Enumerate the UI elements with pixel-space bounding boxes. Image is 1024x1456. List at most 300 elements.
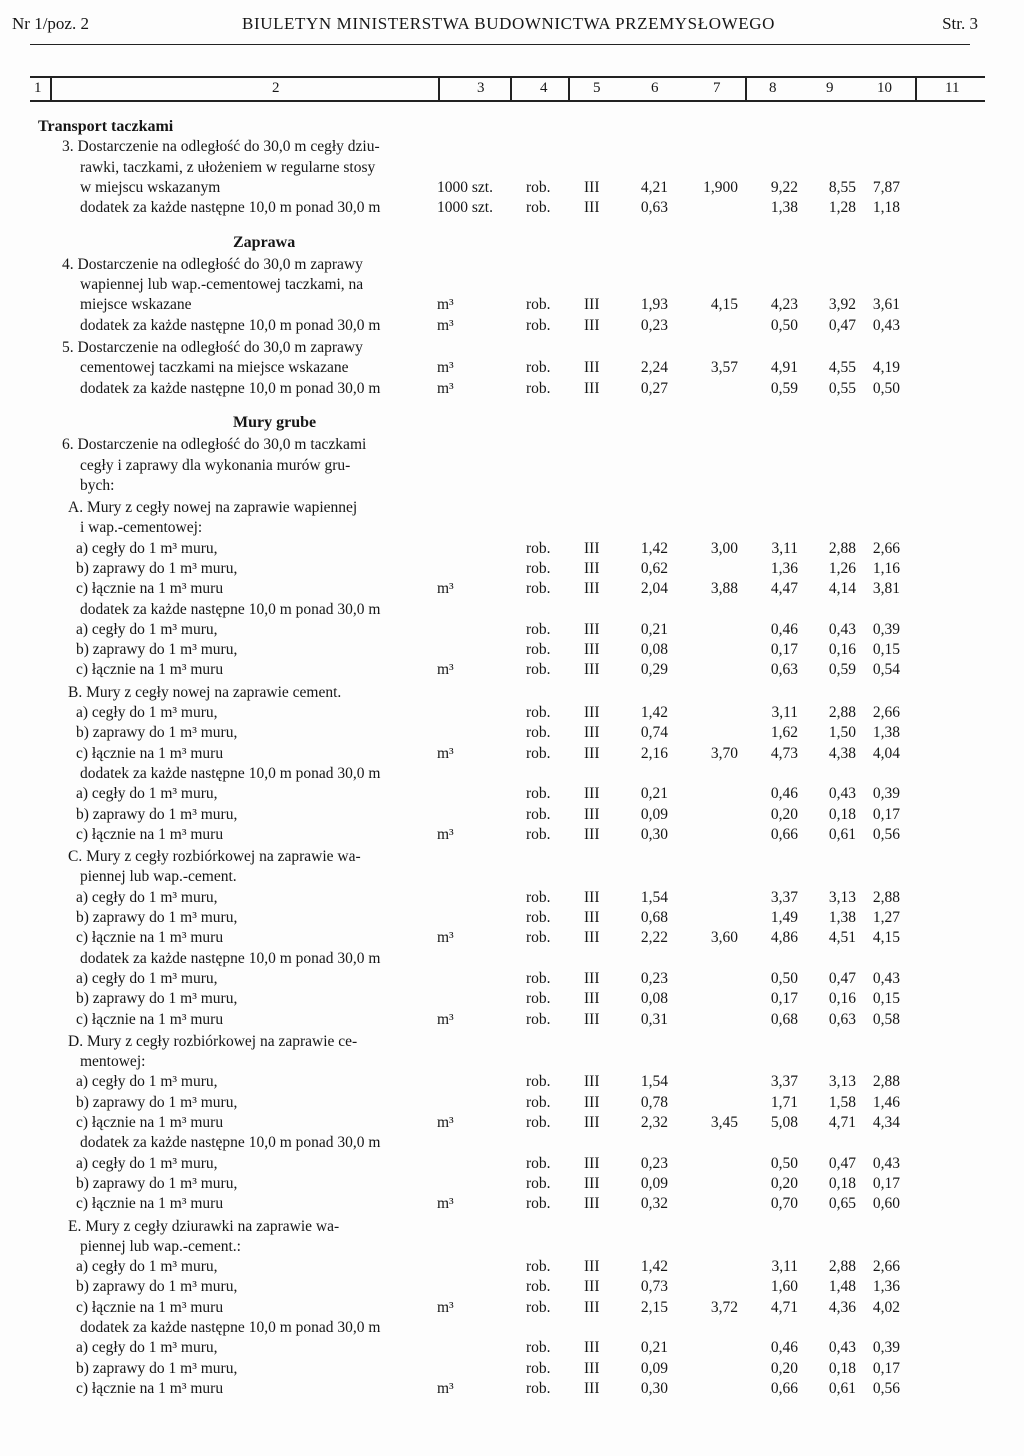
value-cell: 0,66	[770, 1380, 798, 1397]
table-row	[0, 499, 1024, 519]
row-description: c) łącznie na 1 m³ muru	[76, 1380, 224, 1397]
row-description: Zaprawa	[233, 234, 296, 251]
value-cell: 2,88	[872, 1073, 900, 1090]
category-cell: III	[584, 806, 600, 823]
value-cell: 4,91	[770, 359, 798, 376]
table-row	[0, 1195, 1024, 1215]
table-row	[0, 276, 1024, 296]
table-row	[0, 179, 1024, 199]
table-row	[0, 1114, 1024, 1134]
column-separator	[50, 78, 52, 100]
category-cell: III	[584, 1175, 600, 1192]
column-number: 2	[272, 80, 280, 96]
unit-cell: m³	[437, 296, 454, 313]
table-row	[0, 621, 1024, 641]
value-cell: 3,72	[710, 1299, 738, 1316]
value-cell: 0,46	[770, 1339, 798, 1356]
row-description: dodatek za każde następne 10,0 m ponad 30,0 m	[80, 317, 381, 334]
value-cell: 1,26	[828, 560, 856, 577]
row-description: Mury grube	[233, 414, 317, 431]
category-cell: III	[584, 621, 600, 638]
value-cell: 4,36	[828, 1299, 856, 1316]
value-cell: 4,19	[872, 359, 900, 376]
value-cell: 0,47	[828, 1155, 856, 1172]
value-cell: 0,60	[872, 1195, 900, 1212]
row-description: b) zaprawy do 1 m³ muru,	[76, 560, 238, 577]
value-cell: 2,66	[872, 704, 900, 721]
value-cell: 0,30	[640, 826, 668, 843]
category-cell: III	[584, 1155, 600, 1172]
workforce-cell: rob.	[526, 704, 551, 721]
value-cell: 2,66	[872, 1258, 900, 1275]
table-row	[0, 704, 1024, 724]
table-row	[0, 540, 1024, 560]
workforce-cell: rob.	[526, 970, 551, 987]
table-row	[0, 641, 1024, 661]
table-row	[0, 765, 1024, 785]
unit-cell: m³	[437, 745, 454, 762]
value-cell: 4,15	[710, 296, 738, 313]
category-cell: III	[584, 540, 600, 557]
value-cell: 2,88	[828, 1258, 856, 1275]
value-cell: 5,08	[770, 1114, 798, 1131]
category-cell: III	[584, 889, 600, 906]
table-row	[0, 339, 1024, 359]
row-description: dodatek za każde następne 10,0 m ponad 30,0 m	[80, 1319, 381, 1336]
value-cell: 0,39	[872, 785, 900, 802]
value-cell: 0,58	[872, 1011, 900, 1028]
row-description: wapiennej lub wap.-cementowej taczkami, na	[80, 276, 364, 293]
row-description: A. Mury z cegły nowej na zaprawie wapiennej	[68, 499, 358, 516]
category-cell: III	[584, 661, 600, 678]
table-row	[0, 909, 1024, 929]
value-cell: 3,61	[872, 296, 900, 313]
value-cell: 2,15	[640, 1299, 668, 1316]
table-row	[0, 745, 1024, 765]
table-row	[0, 1094, 1024, 1114]
value-cell: 1,27	[872, 909, 900, 926]
value-cell: 1,38	[828, 909, 856, 926]
workforce-cell: rob.	[526, 785, 551, 802]
value-cell: 0,21	[640, 785, 668, 802]
value-cell: 0,50	[770, 1155, 798, 1172]
value-cell: 1,54	[640, 1073, 668, 1090]
value-cell: 3,92	[828, 296, 856, 313]
row-description: 4. Dostarczenie na odległość do 30,0 m zaprawy	[62, 256, 363, 273]
row-description: a) cegły do 1 m³ muru,	[76, 1155, 218, 1172]
value-cell: 0,59	[770, 380, 798, 397]
value-cell: 0,39	[872, 1339, 900, 1356]
value-cell: 3,13	[828, 889, 856, 906]
value-cell: 0,32	[640, 1195, 668, 1212]
category-cell: III	[584, 1073, 600, 1090]
value-cell: 0,15	[872, 641, 900, 658]
unit-cell: m³	[437, 359, 454, 376]
row-description: a) cegły do 1 m³ muru,	[76, 540, 218, 557]
category-cell: III	[584, 1094, 600, 1111]
unit-cell: m³	[437, 1195, 454, 1212]
value-cell: 1,54	[640, 889, 668, 906]
value-cell: 0,74	[640, 724, 668, 741]
workforce-cell: rob.	[526, 641, 551, 658]
value-cell: 0,30	[640, 1380, 668, 1397]
value-cell: 1,71	[770, 1094, 798, 1111]
table-row	[0, 601, 1024, 621]
row-description: 3. Dostarczenie na odległość do 30,0 m cegły dziu-	[62, 138, 380, 155]
row-description: dodatek za każde następne 10,0 m ponad 30,0 m	[80, 380, 381, 397]
category-cell: III	[584, 317, 600, 334]
row-description: 6. Dostarczenie na odległość do 30,0 m taczkami	[62, 436, 367, 453]
value-cell: 0,47	[828, 317, 856, 334]
category-cell: III	[584, 1380, 600, 1397]
value-cell: 0,50	[770, 317, 798, 334]
workforce-cell: rob.	[526, 540, 551, 557]
value-cell: 2,22	[640, 929, 668, 946]
category-cell: III	[584, 580, 600, 597]
value-cell: 3,88	[710, 580, 738, 597]
value-cell: 0,63	[640, 199, 668, 216]
value-cell: 0,43	[828, 621, 856, 638]
column-number: 5	[593, 80, 601, 96]
workforce-cell: rob.	[526, 1155, 551, 1172]
value-cell: 1,42	[640, 704, 668, 721]
table-row	[0, 724, 1024, 744]
row-description: c) łącznie na 1 m³ muru	[76, 1114, 224, 1131]
issue-number: Nr 1/poz. 2	[12, 14, 89, 33]
value-cell: 0,18	[828, 806, 856, 823]
value-cell: 1,58	[828, 1094, 856, 1111]
category-cell: III	[584, 724, 600, 741]
value-cell: 1,38	[872, 724, 900, 741]
table-row	[0, 457, 1024, 477]
row-description: E. Mury z cegły dziurawki na zaprawie wa-	[68, 1218, 340, 1235]
table-row	[0, 199, 1024, 219]
table-row	[0, 234, 1024, 254]
table-row	[0, 118, 1024, 138]
workforce-cell: rob.	[526, 179, 551, 196]
row-description: c) łącznie na 1 m³ muru	[76, 1195, 224, 1212]
value-cell: 0,56	[872, 826, 900, 843]
workforce-cell: rob.	[526, 929, 551, 946]
value-cell: 1,42	[640, 1258, 668, 1275]
value-cell: 1,48	[828, 1278, 856, 1295]
value-cell: 0,08	[640, 641, 668, 658]
row-description: Transport taczkami	[38, 118, 174, 135]
table-row	[0, 560, 1024, 580]
row-description: b) zaprawy do 1 m³ muru,	[76, 1278, 238, 1295]
workforce-cell: rob.	[526, 1073, 551, 1090]
category-cell: III	[584, 560, 600, 577]
table-row	[0, 1380, 1024, 1400]
category-cell: III	[584, 745, 600, 762]
row-description: c) łącznie na 1 m³ muru	[76, 929, 224, 946]
row-description: w miejscu wskazanym	[80, 179, 221, 196]
category-cell: III	[584, 1339, 600, 1356]
value-cell: 0,23	[640, 1155, 668, 1172]
workforce-cell: rob.	[526, 745, 551, 762]
workforce-cell: rob.	[526, 806, 551, 823]
unit-cell: m³	[437, 826, 454, 843]
row-description: b) zaprawy do 1 m³ muru,	[76, 1175, 238, 1192]
table-row	[0, 1319, 1024, 1339]
unit-cell: m³	[437, 380, 454, 397]
value-cell: 0,39	[872, 621, 900, 638]
table-row	[0, 889, 1024, 909]
category-cell: III	[584, 1299, 600, 1316]
value-cell: 0,17	[770, 990, 798, 1007]
value-cell: 1,28	[828, 199, 856, 216]
value-cell: 2,66	[872, 540, 900, 557]
table-row	[0, 950, 1024, 970]
table-row	[0, 785, 1024, 805]
value-cell: 3,45	[710, 1114, 738, 1131]
value-cell: 0,18	[828, 1360, 856, 1377]
value-cell: 4,04	[872, 745, 900, 762]
category-cell: III	[584, 380, 600, 397]
table-row	[0, 990, 1024, 1010]
table-row	[0, 848, 1024, 868]
workforce-cell: rob.	[526, 380, 551, 397]
value-cell: 2,24	[640, 359, 668, 376]
row-description: cegły i zaprawy dla wykonania murów gru-	[80, 457, 351, 474]
row-description: a) cegły do 1 m³ muru,	[76, 621, 218, 638]
row-description: cementowej taczkami na miejsce wskazane	[80, 359, 349, 376]
category-cell: III	[584, 826, 600, 843]
unit-cell: m³	[437, 661, 454, 678]
row-description: dodatek za każde następne 10,0 m ponad 30,0 m	[80, 601, 381, 618]
value-cell: 0,09	[640, 806, 668, 823]
table-row	[0, 256, 1024, 276]
value-cell: 0,70	[770, 1195, 798, 1212]
row-description: C. Mury z cegły rozbiórkowej na zaprawie wa-	[68, 848, 361, 865]
value-cell: 3,11	[771, 704, 798, 721]
value-cell: 4,55	[828, 359, 856, 376]
unit-cell: m³	[437, 1380, 454, 1397]
workforce-cell: rob.	[526, 621, 551, 638]
row-description: b) zaprawy do 1 m³ muru,	[76, 1094, 238, 1111]
table-row	[0, 414, 1024, 434]
row-description: a) cegły do 1 m³ muru,	[76, 970, 218, 987]
value-cell: 0,61	[828, 1380, 856, 1397]
table-row	[0, 826, 1024, 846]
value-cell: 4,73	[770, 745, 798, 762]
value-cell: 0,23	[640, 970, 668, 987]
value-cell: 0,78	[640, 1094, 668, 1111]
row-description: dodatek za każde następne 10,0 m ponad 30,0 m	[80, 199, 381, 216]
table-row	[0, 1218, 1024, 1238]
workforce-cell: rob.	[526, 1278, 551, 1295]
value-cell: 0,17	[872, 1360, 900, 1377]
value-cell: 4,23	[770, 296, 798, 313]
workforce-cell: rob.	[526, 1258, 551, 1275]
row-description: b) zaprawy do 1 m³ muru,	[76, 909, 238, 926]
value-cell: 0,47	[828, 970, 856, 987]
value-cell: 1,50	[828, 724, 856, 741]
table-row	[0, 359, 1024, 379]
row-description: dodatek za każde następne 10,0 m ponad 30,0 m	[80, 765, 381, 782]
category-cell: III	[584, 1195, 600, 1212]
category-cell: III	[584, 929, 600, 946]
row-description: dodatek za każde następne 10,0 m ponad 30,0 m	[80, 950, 381, 967]
value-cell: 3,13	[828, 1073, 856, 1090]
row-description: b) zaprawy do 1 m³ muru,	[76, 641, 238, 658]
category-cell: III	[584, 1258, 600, 1275]
value-cell: 9,22	[770, 179, 798, 196]
category-cell: III	[584, 179, 600, 196]
row-description: c) łącznie na 1 m³ muru	[76, 1011, 224, 1028]
row-description: c) łącznie na 1 m³ muru	[76, 1299, 224, 1316]
value-cell: 1,38	[770, 199, 798, 216]
workforce-cell: rob.	[526, 1380, 551, 1397]
value-cell: 0,54	[872, 661, 900, 678]
value-cell: 0,73	[640, 1278, 668, 1295]
row-description: 5. Dostarczenie na odległość do 30,0 m zaprawy	[62, 339, 363, 356]
value-cell: 0,43	[872, 317, 900, 334]
publication-title: BIULETYN MINISTERSTWA BUDOWNICTWA PRZEMYSŁOWEGO	[242, 14, 775, 33]
value-cell: 0,43	[872, 1155, 900, 1172]
value-cell: 0,68	[640, 909, 668, 926]
value-cell: 0,63	[828, 1011, 856, 1028]
row-description: B. Mury z cegły nowej na zaprawie cement.	[68, 684, 342, 701]
table-row	[0, 661, 1024, 681]
table-row	[0, 1155, 1024, 1175]
category-cell: III	[584, 909, 600, 926]
table-row	[0, 684, 1024, 704]
workforce-cell: rob.	[526, 990, 551, 1007]
column-separator	[510, 78, 512, 100]
value-cell: 4,86	[770, 929, 798, 946]
value-cell: 3,11	[771, 1258, 798, 1275]
value-cell: 0,43	[828, 1339, 856, 1356]
value-cell: 0,20	[770, 806, 798, 823]
unit-cell: m³	[437, 580, 454, 597]
row-description: bych:	[80, 477, 115, 494]
value-cell: 2,32	[640, 1114, 668, 1131]
value-cell: 1,42	[640, 540, 668, 557]
value-cell: 7,87	[872, 179, 900, 196]
value-cell: 0,15	[872, 990, 900, 1007]
column-number: 11	[945, 80, 960, 96]
workforce-cell: rob.	[526, 826, 551, 843]
category-cell: III	[584, 199, 600, 216]
value-cell: 2,88	[828, 540, 856, 557]
row-description: piennej lub wap.-cement.	[80, 868, 237, 885]
value-cell: 4,71	[770, 1299, 798, 1316]
workforce-cell: rob.	[526, 909, 551, 926]
category-cell: III	[584, 1011, 600, 1028]
value-cell: 0,43	[872, 970, 900, 987]
workforce-cell: rob.	[526, 889, 551, 906]
category-cell: III	[584, 1114, 600, 1131]
value-cell: 0,62	[640, 560, 668, 577]
value-cell: 0,63	[770, 661, 798, 678]
value-cell: 0,21	[640, 1339, 668, 1356]
table-top-rule	[30, 76, 985, 78]
row-description: miejsce wskazane	[80, 296, 192, 313]
workforce-cell: rob.	[526, 1195, 551, 1212]
value-cell: 0,65	[828, 1195, 856, 1212]
unit-cell: m³	[437, 1114, 454, 1131]
value-cell: 0,23	[640, 317, 668, 334]
table-row	[0, 1339, 1024, 1359]
table-row	[0, 970, 1024, 990]
unit-cell: m³	[437, 317, 454, 334]
workforce-cell: rob.	[526, 724, 551, 741]
row-description: a) cegły do 1 m³ muru,	[76, 1073, 218, 1090]
value-cell: 4,38	[828, 745, 856, 762]
workforce-cell: rob.	[526, 1175, 551, 1192]
value-cell: 0,29	[640, 661, 668, 678]
row-description: mentowej:	[80, 1053, 146, 1070]
value-cell: 8,55	[828, 179, 856, 196]
value-cell: 1,60	[770, 1278, 798, 1295]
value-cell: 0,66	[770, 826, 798, 843]
value-cell: 2,04	[640, 580, 668, 597]
value-cell: 3,37	[770, 1073, 798, 1090]
table-row	[0, 380, 1024, 400]
workforce-cell: rob.	[526, 317, 551, 334]
value-cell: 0,59	[828, 661, 856, 678]
value-cell: 3,70	[710, 745, 738, 762]
column-separator	[745, 78, 747, 100]
value-cell: 0,17	[872, 806, 900, 823]
table-row	[0, 1258, 1024, 1278]
value-cell: 4,15	[872, 929, 900, 946]
value-cell: 3,00	[710, 540, 738, 557]
workforce-cell: rob.	[526, 1299, 551, 1316]
table-row	[0, 477, 1024, 497]
value-cell: 1,16	[872, 560, 900, 577]
value-cell: 4,21	[640, 179, 668, 196]
value-cell: 0,21	[640, 621, 668, 638]
value-cell: 0,68	[770, 1011, 798, 1028]
workforce-cell: rob.	[526, 1011, 551, 1028]
table-row	[0, 1033, 1024, 1053]
column-number: 4	[540, 80, 548, 96]
row-description: a) cegły do 1 m³ muru,	[76, 704, 218, 721]
row-description: a) cegły do 1 m³ muru,	[76, 1258, 218, 1275]
value-cell: 0,61	[828, 826, 856, 843]
unit-cell: 1000 szt.	[437, 179, 493, 196]
value-cell: 3,81	[872, 580, 900, 597]
row-description: b) zaprawy do 1 m³ muru,	[76, 1360, 238, 1377]
value-cell: 1,93	[640, 296, 668, 313]
column-number: 7	[713, 80, 721, 96]
workforce-cell: rob.	[526, 1114, 551, 1131]
table-row	[0, 1238, 1024, 1258]
workforce-cell: rob.	[526, 296, 551, 313]
row-description: i wap.-cementowej:	[80, 519, 203, 536]
row-description: a) cegły do 1 m³ muru,	[76, 785, 218, 802]
column-number: 6	[651, 80, 659, 96]
workforce-cell: rob.	[526, 1094, 551, 1111]
value-cell: 1,36	[770, 560, 798, 577]
category-cell: III	[584, 1278, 600, 1295]
row-description: c) łącznie na 1 m³ muru	[76, 745, 224, 762]
value-cell: 1,36	[872, 1278, 900, 1295]
category-cell: III	[584, 990, 600, 1007]
category-cell: III	[584, 970, 600, 987]
column-number: 3	[477, 80, 485, 96]
value-cell: 2,16	[640, 745, 668, 762]
value-cell: 0,17	[770, 641, 798, 658]
value-cell: 0,50	[770, 970, 798, 987]
value-cell: 0,31	[640, 1011, 668, 1028]
header-rule	[30, 44, 970, 45]
value-cell: 4,02	[872, 1299, 900, 1316]
value-cell: 0,20	[770, 1175, 798, 1192]
value-cell: 0,09	[640, 1360, 668, 1377]
